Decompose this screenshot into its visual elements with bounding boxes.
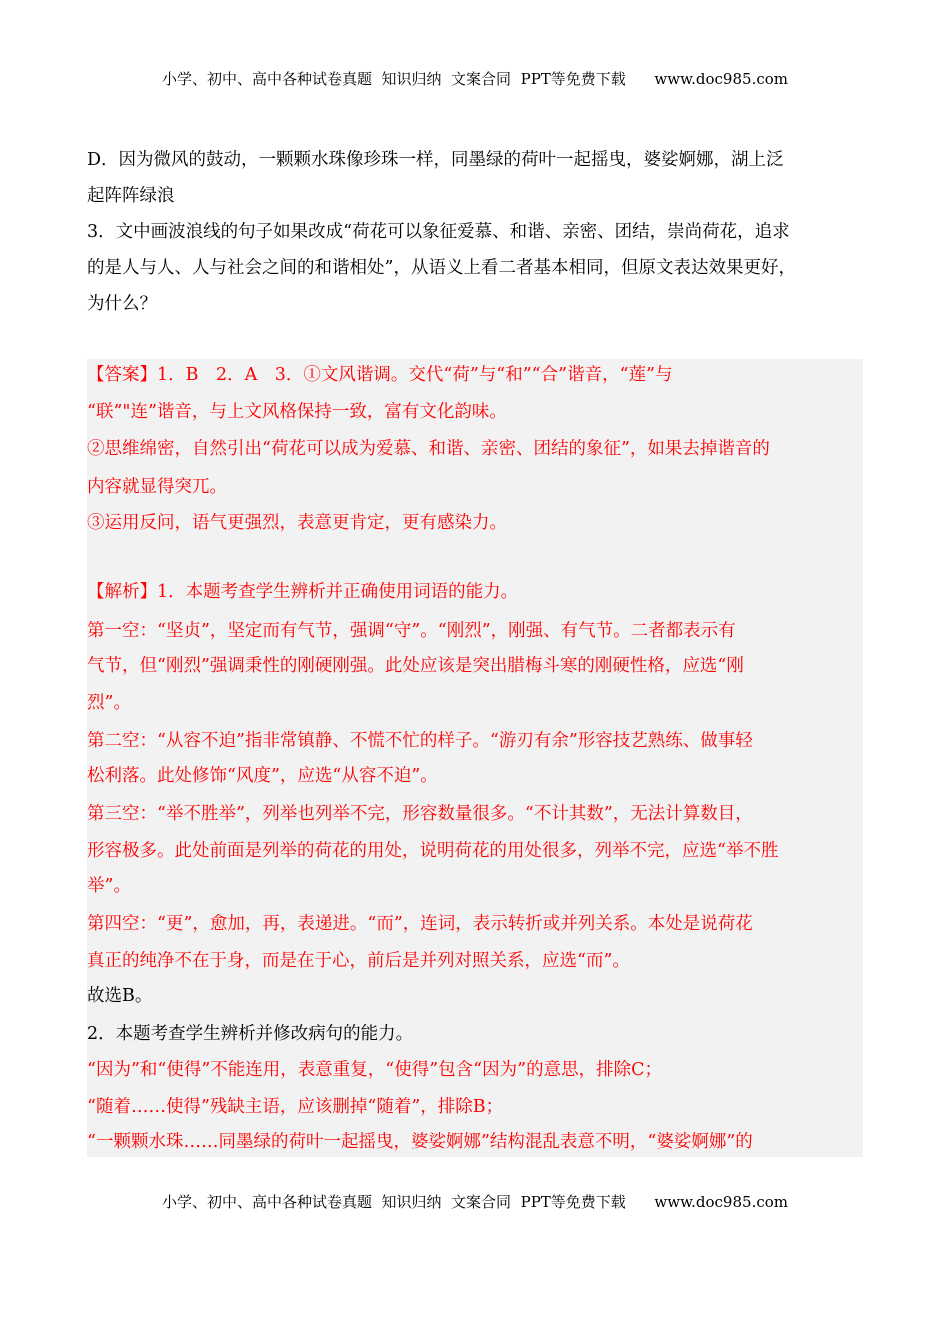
answer-line: 内容就显得突兀。 [87, 477, 227, 497]
analysis-line: “因为”和“使得”不能连用，表意重复，“使得”包含“因为”的意思，排除C； [87, 1060, 662, 1080]
page-footer: 小学、初中、高中各种试卷真题 知识归纳 文案合同 PPT等免费下载 www.doc985.com [161, 1193, 788, 1211]
analysis-line: 第四空：“更”，愈加，再，表递进。“而”，连词，表示转折或并列关系。本处是说荷花 [87, 914, 753, 934]
answer-line: ②思维绵密，自然引出“荷花可以成为爱慕、和谐、亲密、团结的象征”，如果去掉谐音的 [87, 439, 770, 459]
answer-line: “联”"连”谐音，与上文风格保持一致，富有文化韵味。 [87, 402, 507, 422]
question-line: 为什么？ [87, 294, 157, 314]
analysis-line: 举”。 [87, 876, 131, 896]
answer-panel [87, 359, 863, 1157]
analysis-line: 故选B。 [87, 986, 153, 1006]
question-line: D．因为微风的鼓动，一颗颗水珠像珍珠一样，同墨绿的荷叶一起摇曳，婆娑婀娜，湖上泛 [87, 150, 784, 170]
question-line: 起阵阵绿浪 [87, 186, 175, 206]
question-line: 3．文中画波浪线的句子如果改成“荷花可以象征爱慕、和谐、亲密、团结，崇尚荷花，追求 [87, 222, 790, 242]
page-header: 小学、初中、高中各种试卷真题 知识归纳 文案合同 PPT等免费下载 www.doc985.com [161, 70, 788, 88]
analysis-line: “随着……使得”残缺主语，应该删掉“随着”，排除B； [87, 1097, 504, 1117]
analysis-line: “一颗颗水珠……同墨绿的荷叶一起摇曳，婆娑婀娜”结构混乱表意不明，“婆娑婀娜”的 [87, 1132, 753, 1152]
analysis-line: 【解析】1．本题考查学生辨析并正确使用词语的能力。 [87, 582, 519, 602]
question-line: 的是人与人、人与社会之间的和谐相处”，从语义上看二者基本相同，但原文表达效果更好， [87, 258, 796, 278]
analysis-line: 真正的纯净不在于身，而是在于心，前后是并列对照关系，应选“而”。 [87, 951, 630, 971]
analysis-line: 形容极多。此处前面是列举的荷花的用处，说明荷花的用处很多，列举不完，应选“举不胜 [87, 841, 779, 861]
analysis-line: 2．本题考查学生辨析并修改病句的能力。 [87, 1024, 414, 1044]
analysis-line: 第三空：“举不胜举”，列举也列举不完，形容数量很多。“不计其数”，无法计算数目， [87, 804, 753, 824]
analysis-line: 第二空：“从容不迫”指非常镇静、不慌不忙的样子。“游刃有余”形容技艺熟练、做事轻 [87, 731, 753, 751]
analysis-line: 气节，但“刚烈”强调秉性的刚硬刚强。此处应该是突出腊梅斗寒的刚硬性格，应选“刚 [87, 656, 744, 676]
question-block [87, 142, 862, 322]
analysis-line: 烈”。 [87, 693, 131, 713]
analysis-line: 第一空：“坚贞”，坚定而有气节，强调“守”。“刚烈”，刚强、有气节。二者都表示有 [87, 621, 736, 641]
analysis-line: 松利落。此处修饰“风度”，应选“从容不迫”。 [87, 766, 438, 786]
answer-line: 【答案】1．B 2．A 3．①文风谐调。交代“荷”与“和”“合”谐音，“莲”与 [87, 365, 673, 385]
answer-line: ③运用反问，语气更强烈，表意更肯定，更有感染力。 [87, 513, 507, 533]
